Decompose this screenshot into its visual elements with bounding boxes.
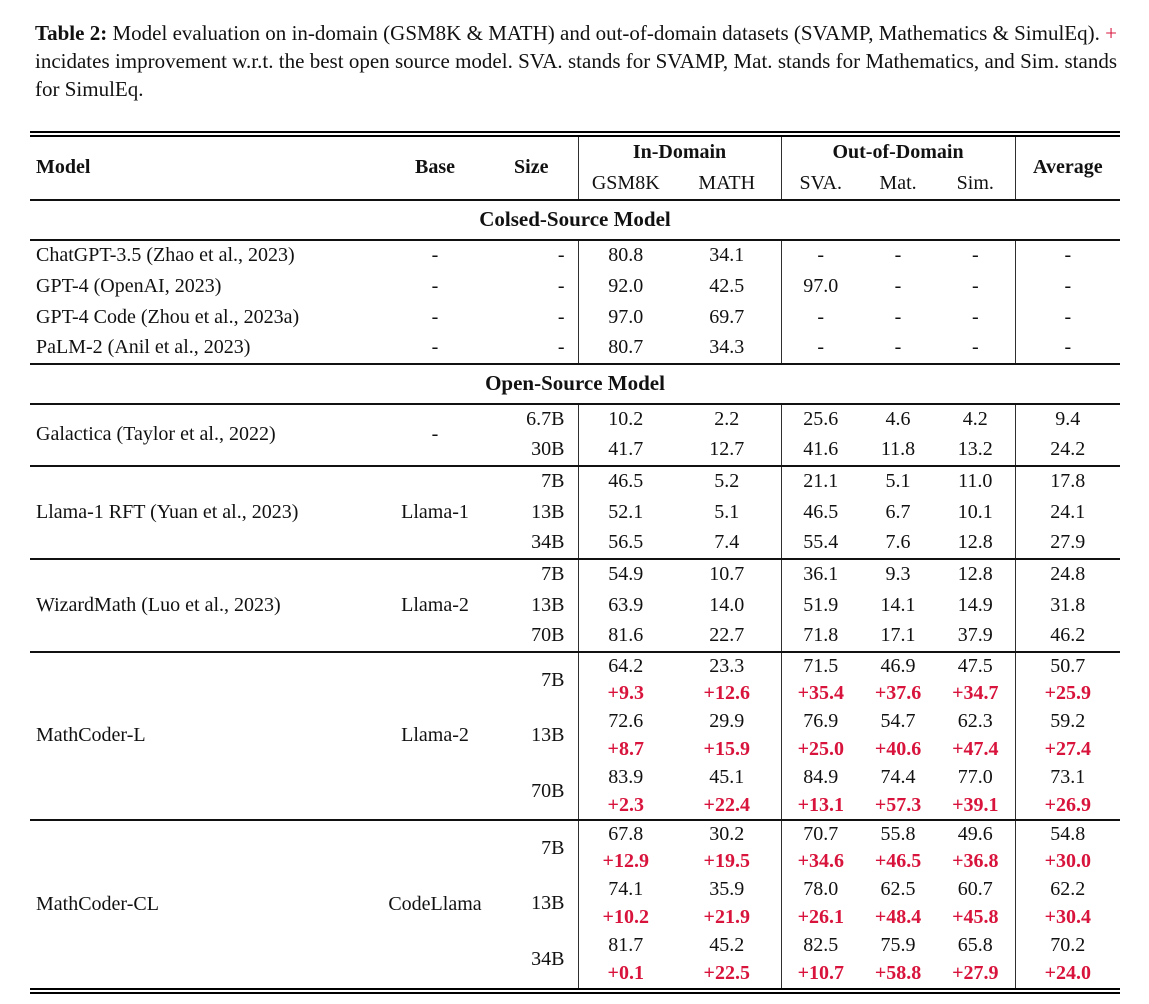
metric-value: 65.8 <box>957 934 993 957</box>
metric-value: 34.3 <box>709 336 745 359</box>
metric-value: - <box>1015 302 1120 333</box>
metric-delta: +35.4 <box>781 680 860 708</box>
metric-value: - <box>971 305 979 328</box>
model-group <box>30 333 1120 364</box>
model-name: MathCoder-L <box>36 724 146 747</box>
metric-value: 70.2 <box>1015 932 1120 960</box>
header-math: MATH <box>698 171 756 194</box>
metric-value: 83.9 <box>578 764 673 792</box>
model-group <box>30 404 1120 466</box>
metric-value: 97.0 <box>578 302 673 333</box>
metric-value: 55.4 <box>781 528 860 559</box>
metric-value: 51.9 <box>781 590 860 621</box>
metric-value: 41.6 <box>781 435 860 466</box>
metric-delta: +48.4 <box>874 906 922 929</box>
model-name: MathCoder-CL <box>36 892 159 915</box>
metric-value: 54.8 <box>1015 820 1120 848</box>
metric-delta: +37.6 <box>874 682 922 705</box>
base-name: - <box>431 305 439 328</box>
metric-value: 42.5 <box>709 274 745 297</box>
metric-value: - <box>1015 271 1120 302</box>
header-out-of-domain: Out-of-Domain <box>781 137 1015 168</box>
size-value: 34B <box>531 531 565 554</box>
metric-value: 50.7 <box>1015 652 1120 680</box>
metric-value: 45.1 <box>709 766 745 789</box>
size-value: 34B <box>531 948 565 971</box>
metric-value: 11.8 <box>880 438 916 461</box>
section-title-row <box>30 364 1120 404</box>
metric-value: - <box>894 244 902 267</box>
base-name: CodeLlama <box>388 892 482 915</box>
results-table-frame <box>30 131 1120 994</box>
metric-value: - <box>1015 333 1120 364</box>
metric-delta: +15.9 <box>703 738 750 761</box>
size-value: - <box>557 274 565 297</box>
metric-delta: +26.9 <box>1015 792 1120 820</box>
metric-delta: +21.9 <box>703 906 750 929</box>
metric-value: 92.0 <box>578 271 673 302</box>
model-name: GPT-4 Code (Zhou et al., 2023a) <box>36 305 300 328</box>
metric-value: 81.6 <box>578 621 673 652</box>
metric-value: 97.0 <box>781 271 860 302</box>
metric-delta: +8.7 <box>578 736 673 764</box>
metric-delta: +58.8 <box>874 962 922 985</box>
size-value: 7B <box>541 470 565 493</box>
metric-value: 62.5 <box>880 878 916 901</box>
base-name: Llama-2 <box>401 593 469 616</box>
metric-delta: +22.5 <box>703 962 750 985</box>
size-value: - <box>557 336 565 359</box>
size-value: 7B <box>541 668 565 691</box>
caption-text-1: Model evaluation on in-domain (GSM8K & MATH) and out-of-domain datasets (SVAMP, Mathematics & SimulEq). <box>107 21 1106 45</box>
metric-delta: +25.0 <box>781 736 860 764</box>
metric-value: 80.8 <box>578 240 673 271</box>
metric-value: 17.1 <box>880 624 916 647</box>
metric-delta: +24.0 <box>1015 960 1120 988</box>
metric-value: 14.9 <box>957 593 993 616</box>
metric-value: - <box>971 244 979 267</box>
metric-delta: +13.1 <box>781 792 860 820</box>
metric-value: 10.7 <box>709 563 745 586</box>
metric-value: 2.2 <box>714 408 740 431</box>
model-name: ChatGPT-3.5 (Zhao et al., 2023) <box>36 244 295 267</box>
metric-value: 10.2 <box>578 404 673 435</box>
metric-value: 75.9 <box>880 934 916 957</box>
size-value: - <box>557 305 565 328</box>
base-name: - <box>431 244 439 267</box>
header-mathematics: Mat. <box>879 171 917 194</box>
section-title-row <box>30 200 1120 240</box>
size-value: 13B <box>531 500 565 523</box>
metric-value: 70.7 <box>781 820 860 848</box>
metric-value: 62.2 <box>1015 876 1120 904</box>
metric-value: 49.6 <box>957 822 993 845</box>
header-gsm8k: GSM8K <box>578 168 673 200</box>
metric-value: 22.7 <box>709 624 745 647</box>
header-size: Size <box>514 156 549 179</box>
header-average: Average <box>1015 137 1120 200</box>
metric-value: 24.2 <box>1015 435 1120 466</box>
metric-delta: +30.0 <box>1015 848 1120 876</box>
model-name: PaLM-2 (Anil et al., 2023) <box>36 336 251 359</box>
results-table <box>30 137 1120 988</box>
metric-value: 5.2 <box>714 470 740 493</box>
metric-delta: +2.3 <box>578 792 673 820</box>
metric-value: 46.9 <box>880 654 916 677</box>
metric-value: 54.7 <box>880 710 916 733</box>
metric-value: 37.9 <box>957 624 993 647</box>
metric-value: - <box>894 274 902 297</box>
metric-delta: +47.4 <box>952 738 999 761</box>
model-group <box>30 240 1120 271</box>
size-value: 13B <box>531 593 565 616</box>
size-value: 30B <box>531 438 565 461</box>
metric-value: 7.6 <box>885 531 911 554</box>
metric-delta: +0.1 <box>578 960 673 988</box>
size-value: 70B <box>531 779 565 802</box>
metric-value: 23.3 <box>709 654 745 677</box>
table-caption <box>35 20 1117 104</box>
header-svamp: SVA. <box>781 168 860 200</box>
model-group <box>30 820 1120 988</box>
metric-delta: +27.9 <box>952 962 999 985</box>
metric-value: - <box>894 305 902 328</box>
metric-value: 77.0 <box>957 766 993 789</box>
size-value: 7B <box>541 836 565 859</box>
metric-delta: +12.6 <box>703 682 750 705</box>
metric-value: 14.1 <box>880 593 916 616</box>
metric-delta: +30.4 <box>1015 904 1120 932</box>
metric-value: 21.1 <box>781 466 860 497</box>
metric-value: 4.6 <box>885 408 911 431</box>
metric-value: 72.6 <box>578 708 673 736</box>
model-name: WizardMath (Luo et al., 2023) <box>36 593 281 616</box>
metric-value: 24.1 <box>1015 497 1120 528</box>
metric-value: 69.7 <box>709 305 745 328</box>
metric-value: - <box>781 240 860 271</box>
base-name: - <box>431 336 439 359</box>
metric-value: 9.3 <box>885 563 911 586</box>
metric-value: - <box>971 274 979 297</box>
metric-value: 5.1 <box>714 500 740 523</box>
table-header <box>30 137 1120 200</box>
metric-delta: +10.7 <box>781 960 860 988</box>
size-value: 70B <box>531 624 565 647</box>
metric-value: 14.0 <box>709 593 745 616</box>
metric-value: 74.4 <box>880 766 916 789</box>
header-base: Base <box>415 156 455 179</box>
caption-label: Table 2: <box>35 21 108 45</box>
metric-value: 52.1 <box>578 497 673 528</box>
metric-delta: +39.1 <box>952 793 999 816</box>
section-title: Colsed-Source Model <box>479 207 671 232</box>
base-name: Llama-1 <box>401 500 469 523</box>
metric-value: 29.9 <box>709 710 745 733</box>
metric-value: 13.2 <box>957 438 993 461</box>
metric-delta: +34.6 <box>781 848 860 876</box>
metric-delta: +36.8 <box>952 850 999 873</box>
metric-value: 25.6 <box>781 404 860 435</box>
metric-delta: +19.5 <box>703 850 750 873</box>
metric-value: 60.7 <box>957 878 993 901</box>
base-name: - <box>431 423 439 446</box>
model-group <box>30 466 1120 559</box>
model-group <box>30 559 1120 652</box>
metric-value: 12.8 <box>957 563 993 586</box>
metric-value: 11.0 <box>958 470 993 493</box>
metric-value: 27.9 <box>1015 528 1120 559</box>
size-value: - <box>557 244 565 267</box>
metric-value: 17.8 <box>1015 466 1120 497</box>
metric-delta: +22.4 <box>703 793 750 816</box>
model-name: Galactica (Taylor et al., 2022) <box>36 423 276 446</box>
metric-value: 74.1 <box>578 876 673 904</box>
model-group <box>30 302 1120 333</box>
header-model: Model <box>36 156 91 179</box>
metric-value: 56.5 <box>578 528 673 559</box>
metric-value: 46.5 <box>578 466 673 497</box>
metric-value: 63.9 <box>578 590 673 621</box>
metric-value: - <box>1015 240 1120 271</box>
metric-value: - <box>971 336 979 359</box>
metric-value: 59.2 <box>1015 708 1120 736</box>
metric-value: 84.9 <box>781 764 860 792</box>
metric-delta: +40.6 <box>874 738 922 761</box>
metric-value: 54.9 <box>578 559 673 590</box>
caption-text-2: incidates improvement w.r.t. the best open source model. SVA. stands for SVAMP, Mat. stands for Mathematics, and Sim. stands for SimulEq. <box>35 48 1117 101</box>
metric-value: 45.2 <box>709 934 745 957</box>
metric-value: 80.7 <box>578 333 673 364</box>
metric-value: 71.8 <box>781 621 860 652</box>
model-name: GPT-4 (OpenAI, 2023) <box>36 274 222 297</box>
metric-value: 34.1 <box>709 244 745 267</box>
metric-value: 62.3 <box>957 710 993 733</box>
metric-value: 36.1 <box>781 559 860 590</box>
metric-value: 12.7 <box>709 438 745 461</box>
caption-plus-mark: + <box>1105 21 1117 45</box>
base-name: - <box>431 274 439 297</box>
metric-value: 30.2 <box>709 822 745 845</box>
metric-delta: +45.8 <box>952 906 999 929</box>
model-group <box>30 271 1120 302</box>
metric-delta: +9.3 <box>578 680 673 708</box>
metric-delta: +25.9 <box>1015 680 1120 708</box>
metric-value: 78.0 <box>781 876 860 904</box>
metric-value: - <box>781 333 860 364</box>
metric-value: 6.7 <box>885 500 911 523</box>
metric-value: 46.5 <box>781 497 860 528</box>
metric-value: - <box>781 302 860 333</box>
metric-value: 67.8 <box>578 820 673 848</box>
metric-delta: +57.3 <box>874 793 922 816</box>
metric-delta: +12.9 <box>578 848 673 876</box>
size-value: 6.7B <box>526 408 565 431</box>
metric-value: 41.7 <box>578 435 673 466</box>
header-in-domain: In-Domain <box>578 137 781 168</box>
section-title: Open-Source Model <box>485 371 665 396</box>
metric-delta: +10.2 <box>578 904 673 932</box>
metric-value: 12.8 <box>957 531 993 554</box>
metric-value: 31.8 <box>1015 590 1120 621</box>
metric-delta: +27.4 <box>1015 736 1120 764</box>
metric-value: 76.9 <box>781 708 860 736</box>
metric-value: 82.5 <box>781 932 860 960</box>
metric-value: 35.9 <box>709 878 745 901</box>
metric-value: 4.2 <box>962 408 988 431</box>
metric-value: 47.5 <box>957 654 993 677</box>
header-simuleq: Sim. <box>956 171 994 194</box>
size-value: 13B <box>531 724 565 747</box>
size-value: 7B <box>541 563 565 586</box>
metric-delta: +46.5 <box>874 850 922 873</box>
metric-value: 73.1 <box>1015 764 1120 792</box>
metric-value: 64.2 <box>578 652 673 680</box>
metric-delta: +26.1 <box>781 904 860 932</box>
metric-value: 71.5 <box>781 652 860 680</box>
model-group <box>30 652 1120 820</box>
metric-value: 46.2 <box>1015 621 1120 652</box>
metric-value: 10.1 <box>957 500 993 523</box>
metric-value: 5.1 <box>885 470 911 493</box>
model-name: Llama-1 RFT (Yuan et al., 2023) <box>36 500 299 523</box>
base-name: Llama-2 <box>401 724 469 747</box>
metric-delta: +34.7 <box>952 682 999 705</box>
size-value: 13B <box>531 892 565 915</box>
metric-value: 9.4 <box>1015 404 1120 435</box>
metric-value: - <box>894 336 902 359</box>
metric-value: 7.4 <box>714 531 740 554</box>
metric-value: 24.8 <box>1015 559 1120 590</box>
metric-value: 81.7 <box>578 932 673 960</box>
metric-value: 55.8 <box>880 822 916 845</box>
